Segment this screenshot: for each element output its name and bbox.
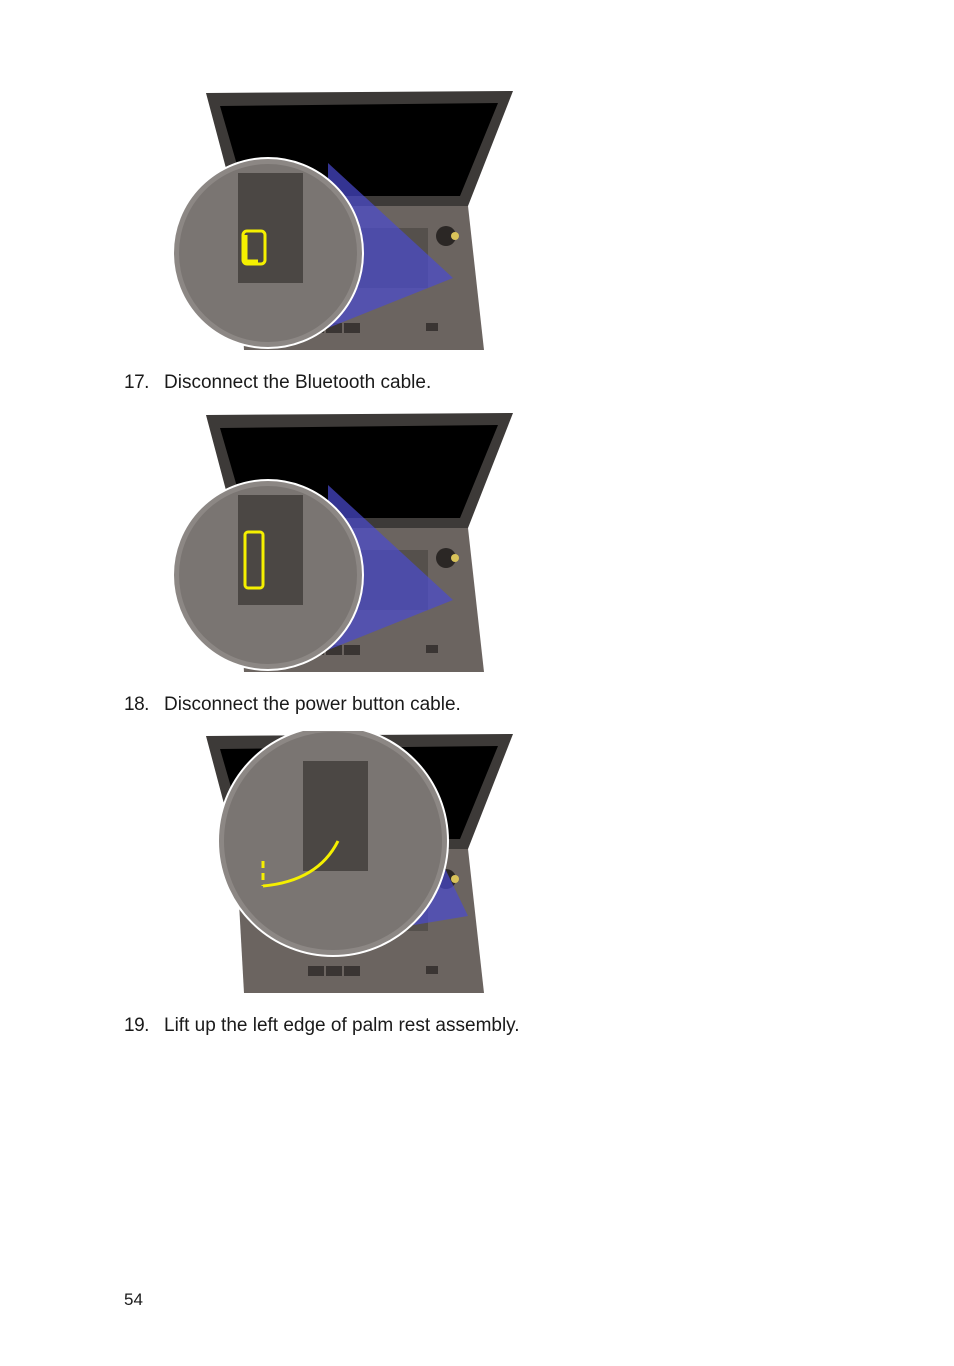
- step-number: 17.: [124, 372, 149, 393]
- step-text: Lift up the left edge of palm rest assembly.: [164, 1015, 520, 1036]
- laptop-illustration: [168, 88, 518, 353]
- laptop-illustration: [168, 731, 518, 996]
- step-19: [124, 1015, 520, 1037]
- figure-2: [168, 410, 518, 675]
- figure-3: [168, 731, 518, 996]
- step-number: 19.: [124, 1015, 149, 1036]
- step-text: Disconnect the Bluetooth cable.: [164, 372, 432, 393]
- step-17: [124, 372, 431, 394]
- step-number: 18.: [124, 694, 149, 715]
- laptop-illustration: [168, 410, 518, 675]
- step-18: [124, 694, 461, 716]
- step-text: Disconnect the power button cable.: [164, 694, 461, 715]
- figure-1: [168, 88, 518, 353]
- page-number: 54: [124, 1290, 143, 1309]
